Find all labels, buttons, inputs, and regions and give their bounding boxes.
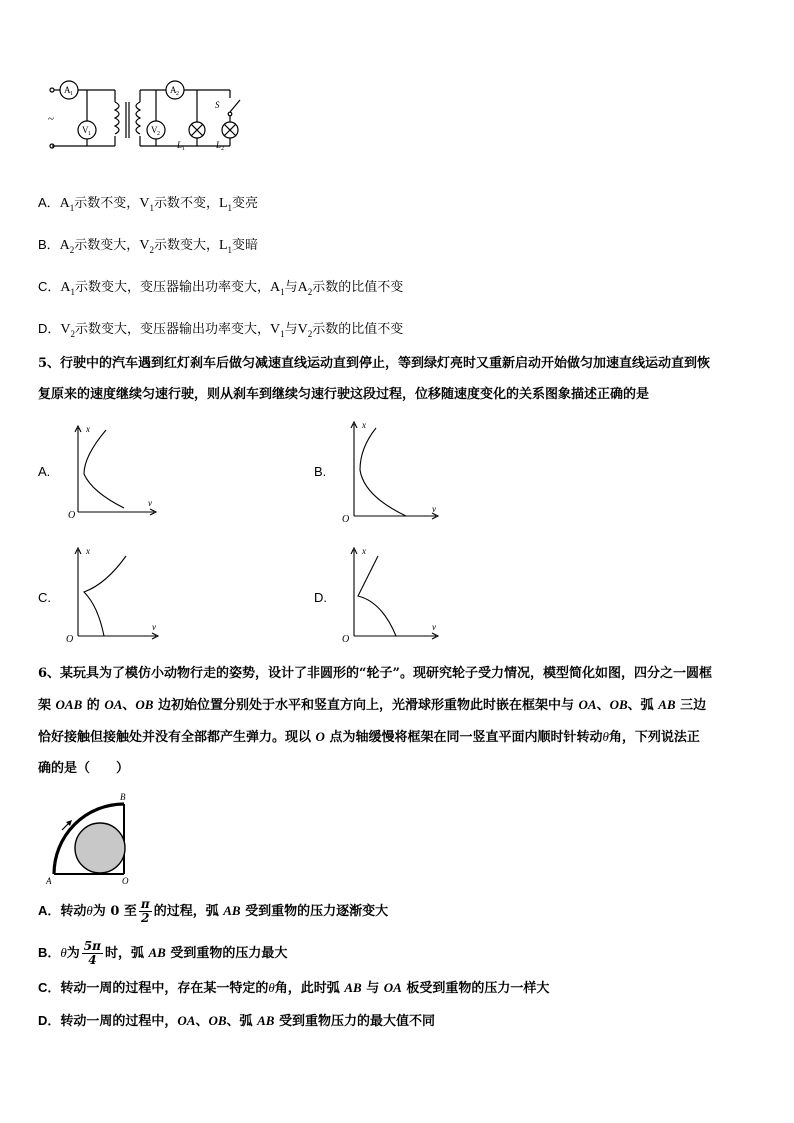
svg-text:A: A — [46, 876, 52, 886]
q4-option-d[interactable]: D．$V_2$示数变大，变压器输出功率变大，$V_1$与$V_2$示数的比值不变 — [38, 321, 404, 339]
voltmeter-v1-label: V — [82, 125, 89, 135]
q4-option-a[interactable]: A．$A_1$示数不变，$V_1$示数不变，$L_1$变亮 — [38, 195, 259, 213]
q5-graph-c[interactable] — [62, 544, 164, 644]
q5-option-d-label[interactable]: D. — [314, 590, 327, 605]
q5-option-a-label[interactable]: A. — [38, 464, 51, 479]
svg-text:v: v — [432, 504, 436, 514]
svg-text:x: x — [86, 424, 90, 434]
lamp-l1-label: L — [177, 140, 183, 150]
ammeter-a2-label: A — [170, 85, 177, 95]
svg-text:1: 1 — [88, 131, 91, 137]
q5-graph-b[interactable] — [340, 418, 446, 526]
svg-text:v: v — [432, 622, 436, 632]
svg-text:x: x — [362, 420, 366, 430]
svg-text:O: O — [68, 510, 76, 520]
svg-text:2: 2 — [157, 131, 160, 137]
q6-stem: 6、某玩具为了模仿小动物行走的姿势，设计了非圆形的“轮子”。现研究轮子受力情况，模型简化如图，四分之一圆框 架 OAB 的 OA、OB 边初始位置分别处于水平和竖直方向上，光滑球形重物此时嵌在框架中与 OA、OB、弧 AB 三边 恰好接触但接触处并没有全部都产生弹力。现以 O 点为轴缓慢将框架在同一竖直平面内顺时针转动θ角，下列说法正 确的是（ ） — [38, 666, 713, 776]
svg-text:B: B — [120, 792, 126, 802]
svg-text:2: 2 — [176, 91, 179, 97]
ac-source-label: ~ — [48, 113, 54, 125]
svg-text:O: O — [66, 634, 74, 644]
svg-text:2: 2 — [221, 146, 224, 152]
svg-text:O: O — [342, 634, 350, 644]
svg-text:x: x — [86, 546, 90, 556]
q6-option-b[interactable]: B．θ为 $\frac{5\pi}{4}$ 时，弧 AB 受到重物的压力最大 — [38, 939, 288, 967]
transformer-circuit-figure — [40, 76, 255, 166]
svg-text:x: x — [362, 546, 366, 556]
svg-text:1: 1 — [182, 146, 185, 152]
svg-text:O: O — [342, 514, 350, 525]
q5-option-c-label[interactable]: C. — [38, 590, 51, 605]
q5-stem: 5、行驶中的汽车遇到红灯刹车后做匀减速直线运动直到停止，等到绿灯亮时又重新启动开始做匀加速直线运动直到恢 复原来的速度继续匀速行驶，则从刹车到继续匀速行驶这段过程，位移随速度变化的关系图象描述正确的是 — [38, 356, 711, 402]
svg-text:v: v — [148, 498, 152, 508]
lamp-l2-label: L — [216, 140, 222, 150]
quarter-circle-frame-figure — [40, 790, 140, 890]
q4-option-b[interactable]: B．$A_2$示数变大，$V_2$示数变大，$L_1$变暗 — [38, 237, 259, 255]
q5-graph-a[interactable] — [62, 420, 162, 520]
ammeter-a1-label: A — [64, 85, 71, 95]
q4-option-c[interactable]: C．$A_1$示数变大，变压器输出功率变大，$A_1$与$A_2$示数的比值不变 — [38, 279, 404, 297]
svg-text:1: 1 — [70, 91, 73, 97]
q5-graph-d[interactable] — [340, 544, 444, 644]
voltmeter-v2-label: V — [151, 125, 158, 135]
svg-text:O: O — [122, 876, 129, 886]
q6-option-d[interactable]: D．转动一周的过程中，OA、OB、弧 AB 受到重物压力的最大值不同 — [38, 1013, 435, 1029]
switch-s-label: S — [215, 100, 220, 110]
q6-option-c[interactable]: C．转动一周的过程中，存在某一特定的θ角，此时弧 AB 与 OA 板受到重物的压力一样大 — [38, 980, 550, 996]
svg-text:v: v — [152, 622, 156, 632]
q6-option-a[interactable]: A．转动θ为 0 至 $\frac{\pi}{2}$ 的过程，弧 AB 受到重物的压力逐渐变大 — [38, 897, 389, 925]
q5-option-b-label[interactable]: B. — [314, 464, 327, 479]
